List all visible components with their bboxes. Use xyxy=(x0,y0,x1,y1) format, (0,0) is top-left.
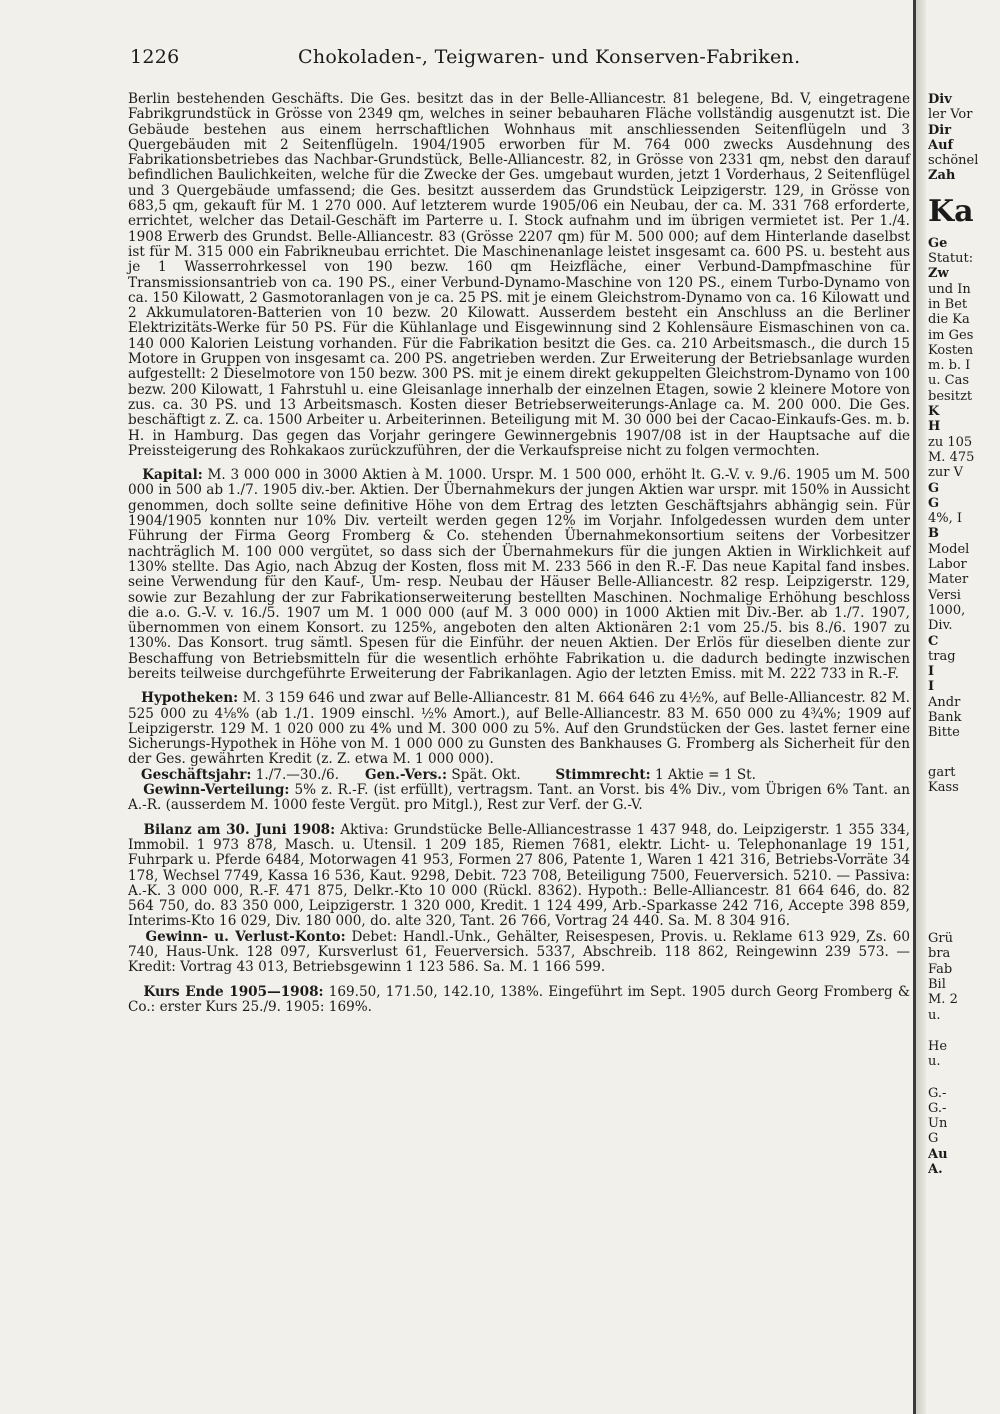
fragment-line: Div xyxy=(928,92,952,107)
fragment-block-4 xyxy=(928,931,1000,1023)
guv-label: Gewinn- u. Verlust-Konto: xyxy=(145,928,346,945)
fragment-line: Model xyxy=(928,541,970,557)
fragment-line: A. xyxy=(928,1162,943,1178)
fragment-line: besitzt xyxy=(928,388,973,404)
fragment-line: Versi xyxy=(928,587,961,603)
fragment-line: Zw xyxy=(928,266,949,282)
fragment-block-6 xyxy=(928,1086,1000,1178)
fragment-line: Statut: xyxy=(928,251,974,267)
main-column xyxy=(128,92,910,1015)
fragment-line: I xyxy=(928,679,935,695)
bilanz-text: Aktiva: Grundstücke Belle-Alliancestrasse 1 437 948, do. Leipzigerstr. 1 355 334, Immobil. 1 973 878, Masch. u. Utensil. 1 209 185, Riemen 7681, elektr. Licht- u. Telephonanlage 19 151, Fuhrpark u. Pferde 6484, Motorwagen 41 953, Formen 27 806, Patente 1, Waren 1 421 316, Betriebs-Vorräte 34 178, Wechsel 7749, Kassa 16 536, Kaut. 9298, Debit. 723 708, Beteiligung 7500, Feuerversich. 5210. — Passiva: A.-K. 3 000 000, R.-F. 471 875, Delkr.-Kto 10 000 (Rückl. 8362). Hypoth.: Belle-Alliancestr. 81 664 646, do. 82 564 750, do. 83 350 000, Leipzigerstr. 1 320 000, Kredit. 1 124 499, Arb.-Sparkasse 242 716, Accepte 398 859, Interims-Kto 16 029, Div. 180 000, do. alte 320, Tant. 26 766, Vortrag 24 440. Sa. M. 8 304 916. xyxy=(128,821,910,930)
gewinn-paragraph xyxy=(128,783,910,814)
hypotheken-paragraph xyxy=(128,691,910,767)
fragment-line: Bitte xyxy=(928,725,960,741)
fragment-line: G.- xyxy=(928,1100,947,1116)
stimmrecht-label: Stimmrecht: xyxy=(555,766,651,783)
fragment-line: 4%, I xyxy=(928,511,963,527)
fragment-line: G xyxy=(928,495,940,511)
running-title: Chokoladen-, Teigwaren- und Konserven-Fabriken. xyxy=(298,46,801,68)
fragment-line: Zah xyxy=(928,168,956,184)
adjacent-page-fragment xyxy=(928,92,1000,1177)
geschaeftsjahr-value: 1./7.—30./6. xyxy=(255,766,340,783)
kurs-text: 169.50, 171.50, 142.10, 138%. Eingeführt im Sept. 1905 durch Georg Fromberg & Co.: erster Kurs 25./9. 1905: 169%. xyxy=(128,983,910,1015)
fragment-line: Bank xyxy=(928,709,962,725)
fragment-line: zur V xyxy=(928,465,963,481)
bilanz-paragraph xyxy=(128,823,910,930)
geschaeftsjahr-label: Geschäftsjahr: xyxy=(140,766,252,783)
gewinn-text: 5% z. R.-F. (ist erfüllt), vertragsm. Tant. an Vorst. bis 4% Div., vom Übrigen 6% Tant. an A.-R. (ausserdem M. 1000 feste Vergüt. pro Mitgl.), Rest zur Verf. der G.-V. xyxy=(128,782,910,814)
fragment-line: Kosten xyxy=(928,342,974,358)
fragment-line: G xyxy=(928,480,940,496)
page-header xyxy=(130,46,930,76)
fragment-line: Kass xyxy=(928,779,959,795)
fragment-line: bra xyxy=(928,946,951,962)
fragment-line: die Ka xyxy=(928,312,970,328)
fragment-line: C xyxy=(928,633,939,649)
hypotheken-label: Hypotheken: xyxy=(141,690,239,707)
fragment-block-1 xyxy=(928,92,1000,184)
fragment-line: u. xyxy=(928,1007,941,1023)
fragment-line: schönel xyxy=(928,153,979,169)
fragment-spacer xyxy=(928,1070,1000,1086)
fragment-block-3 xyxy=(928,765,1000,796)
gen-vers-label: Gen.-Vers.: xyxy=(364,766,448,783)
gen-vers-value: Spät. Okt. xyxy=(451,766,521,783)
fragment-line: Ge xyxy=(928,235,948,251)
intro-paragraph: Berlin bestehenden Geschäfts. Die Ges. besitzt das in der Belle-Alliancestr. 81 belegene, Bd. V, eingetragene Fabrikgrundstück in Grösse von 2349 qm, welches in seiner bebauharen Fläche vollständig ausgenutzt ist. Die Gebäude bestehen aus einem herrschaftlichen Wohnhaus mit anschliessenden Seitenflügeln und 3 Quergebäuden mit 2 Seitenflügeln. 1904/1905 erworben für M. 764 000 zwecks Ausdehnung des Fabrikationsbetriebes das Nachbar-Grundstück, Belle-Alliancestr. 82, in Grösse von 2331 qm, nebst den darauf befindlichen Baulichkeiten, welche für die Zwecke der Ges. umgebaut wurden, jetzt 1 Vorderhaus, 2 Seitenflügel und 3 Quergebäude umfassend; die Ges. besitzt ausserdem das Grundstück Leipzigerstr. 129, in Grösse von 683,5 qm, gekauft für M. 1 270 000. Auf letzterem wurde 1905/06 ein Neubau, der ca. M. 331 768 erforderte, errichtet, welcher das Detail-Geschäft im Parterre u. I. Stock aufnahm und im übrigen vermietet ist. Per 1./4. 1908 Erwerb des Grundst. Belle-Alliancestr. 83 (Grösse 2207 qm) für M. 500 000; auf dem Hinterlande daselbst ist für M. 315 000 ein Fabrikneubau errichtet. Die Maschinenanlage leistet insgesamt ca. 600 PS. u. besteht aus je 1 Wasserrohrkessel von 190 bezw. 160 qm Heizfläche, einer Verbund-Dampfmaschine für Transmissionsantrieb von ca. 190 PS., einer Verbund-Dynamo-Maschine von 120 PS., einem Turbo-Dynamo von ca. 150 Kilowatt, 2 Gasmotoranlagen von je ca. 25 PS. mit je einem Gleichstrom-Dynamo von ca. 16 Kilowatt und 2 Akkumulatoren-Batterien von 10 bezw. 20 Kilowatt. Ausserdem besteht ein Anschluss an die Berliner Elektrizitäts-Werke für 50 PS. Für die Kühlanlage und Eisgewinnung sind 2 Kohlensäure Eismaschinen von ca. 140 000 Kalorien Leistung vorhanden. Für die Fabrikation besitzt die Ges. ca. 210 Arbeitsmasch., die durch 15 Motore in Gruppen von insgesamt ca. 200 PS. angetrieben werden. Zur Erweiterung der Betriebsanlage wurden aufgestellt: 2 Dieselmotore von 150 bezw. 300 PS. mit je einem direkt gekuppelten Gleichstrom-Dynamo von 100 bezw. 200 Kilowatt, 1 Fahrstuhl u. eine Gleisanlage innerhalb der einzelnen Etagen, sowie 2 kleinere Motore von zus. ca. 30 PS. und 13 Arbeitsmasch. Kosten dieser Betriebserweiterungs-Anlage ca. M. 200 000. Die Ges. beschäftigt z. Z. ca. 1500 Arbeiter u. Arbeiterinnen. Beteiligung mit M. 30 000 bei der Cacao-Einkaufs-Ges. m. b. H. in Hamburg. Das gegen das Vorjahr geringere Gewinnergebnis 1907/08 ist in der Hauptsache auf die Preissteigerung des Rohkakaos zurückzuführen, der die Verkaufspreise nicht zu folgen vermochten. xyxy=(128,91,910,459)
kapital-text: M. 3 000 000 in 3000 Aktien à M. 1000. Urspr. M. 1 500 000, erhöht lt. G.-V. v. 9./6. 1905 um M. 500 000 in 500 ab 1./7. 1905 div.-ber. Aktien. Der Übernahmekurs der jungen Aktien war urspr. mit 150% in Aussicht genommen, doch sollte seine definitive Höhe von dem Ertrag des letzten Geschäftsjahrs abhängig sein. Für 1904/1905 konnten nur 10% Div. verteilt werden gegen 12% im Vorjahr. Infolgedessen wurden dem unter Führung der Firma Georg Fromberg & Co. stehenden Übernahmekonsortium seitens der Vorbesitzer nachträglich M. 100 000 vergütet, so dass sich der Übernahmekurs für die jungen Aktien in Wirklichkeit auf 130% stellte. Das Agio, nach Abzug der Kosten, floss mit M. 233 566 in den R.-F. Das neue Kapital fand insbes. seine Verwendung für den Kauf-, Um- resp. Neubau der Häuser Belle-Alliancestr. 82 resp. Leipzigerstr. 129, sowie zur Bezahlung der zur Fabrikationserweiterung bestellten Maschinen. Nochmalige Erhöhung beschloss die a.o. G.-V. v. 16./5. 1907 um M. 1 000 000 (auf M. 3 000 000) in 1000 Aktien mit Div.-Ber. ab 1./7. 1907, übernommen von einem Konsort. zu 125%, angeboten den alten Aktionären 2:1 vom 25./5. bis 8./6. 1907 zu 130%. Das Konsort. trug sämtl. Spesen für die Einführ. der neuen Aktien. Der Erlös für dieselben diente zur Beschaffung von Betriebsmitteln für die wesentlich erhöhte Fabrikation u. die dadurch bedingte inzwischen bereits teilweise durchgeführte Erweiterung der Fabrikanlagen. Agio der letzten Emiss. mit M. 222 733 in R.-F. xyxy=(128,467,910,682)
fragment-line: M. 2 xyxy=(928,992,958,1008)
page-number: 1226 xyxy=(130,46,180,68)
fragment-line: Labor xyxy=(928,557,967,573)
fragment-line: 1000, xyxy=(928,602,966,618)
fragment-spacer xyxy=(928,795,1000,931)
fragment-line: Grü xyxy=(928,931,953,947)
fragment-line: u. Cas xyxy=(928,373,970,389)
fragment-line: zu 105 xyxy=(928,434,973,450)
guv-paragraph xyxy=(128,930,910,976)
gewinn-label: Gewinn-Verteilung: xyxy=(143,782,290,799)
fragment-line: Au xyxy=(928,1146,948,1162)
fragment-line: I xyxy=(928,664,935,680)
fragment-spacer xyxy=(928,741,1000,765)
fragment-block-2 xyxy=(928,236,1000,741)
fragment-heading: Ka xyxy=(928,193,974,229)
fragment-line: G.- xyxy=(928,1085,947,1101)
meta-line xyxy=(128,768,910,783)
fragment-line: Andr xyxy=(928,694,961,710)
gutter-shadow xyxy=(916,0,926,1414)
fragment-line: Dir xyxy=(928,122,952,138)
fragment-line: H xyxy=(928,419,941,435)
fragment-line: He xyxy=(928,1038,948,1054)
guv-text: Debet: Handl.-Unk., Gehälter, Reisespesen, Provis. u. Reklame 613 929, Zs. 60 740, Haus-Unk. 128 097, Kursverlust 61, Feuerversich. 5337, Abschreib. 118 862, Reingewinn 239 573. — Kredit: Vortrag 43 013, Betriebsgewinn 1 123 586. Sa. M. 1 166 599. xyxy=(128,928,910,976)
kurs-paragraph xyxy=(128,985,910,1016)
kapital-paragraph xyxy=(128,468,910,682)
hypotheken-text: M. 3 159 646 und zwar auf Belle-Alliancestr. 81 M. 664 646 zu 4½%, auf Belle-Alliancestr. 82 M. 525 000 zu 4⅛% (ab 1./1. 1909 einschl. ½% Amort.), auf Belle-Alliancestr. 83 M. 650 000 zu 4¾%; 1909 auf Leipzigerstr. 129 M. 1 020 000 zu 4% und M. 300 000 zu 5%. Auf den Grundstücken der Ges. lastet ferner eine Sicherungs-Hypothek in Höhe von M. 1 000 000 zu Gunsten des Bankhauses G. Fromberg als Sicherheit für den der Ges. gewährten Kredit (z. Z. etwa M. 1 000 000). xyxy=(128,690,910,768)
kurs-label: Kurs Ende 1905—1908: xyxy=(143,983,324,1000)
fragment-line: Bil xyxy=(928,977,946,993)
fragment-line: u. xyxy=(928,1054,941,1070)
stimmrecht-value: 1 Aktie = 1 St. xyxy=(654,766,756,783)
fragment-line: Auf xyxy=(928,137,954,153)
fragment-line: gart xyxy=(928,764,956,780)
fragment-line: Div. xyxy=(928,618,953,634)
fragment-line: B xyxy=(928,526,939,542)
fragment-line: m. b. I xyxy=(928,358,971,374)
fragment-line: M. 475 xyxy=(928,449,975,465)
fragment-line: Mater xyxy=(928,572,969,588)
fragment-line: trag xyxy=(928,648,956,664)
bilanz-label: Bilanz am 30. Juni 1908: xyxy=(143,821,336,838)
fragment-line: in Bet xyxy=(928,296,968,312)
fragment-line: und In xyxy=(928,281,971,297)
fragment-line: ler Vor xyxy=(928,107,973,123)
fragment-spacer xyxy=(928,1023,1000,1039)
fragment-line: im Ges xyxy=(928,327,974,343)
fragment-block-5 xyxy=(928,1039,1000,1070)
fragment-line: G xyxy=(928,1131,939,1147)
fragment-line: K xyxy=(928,404,940,420)
fragment-line: Un xyxy=(928,1116,948,1132)
kapital-label: Kapital: xyxy=(142,467,203,484)
fragment-line: Fab xyxy=(928,961,953,977)
